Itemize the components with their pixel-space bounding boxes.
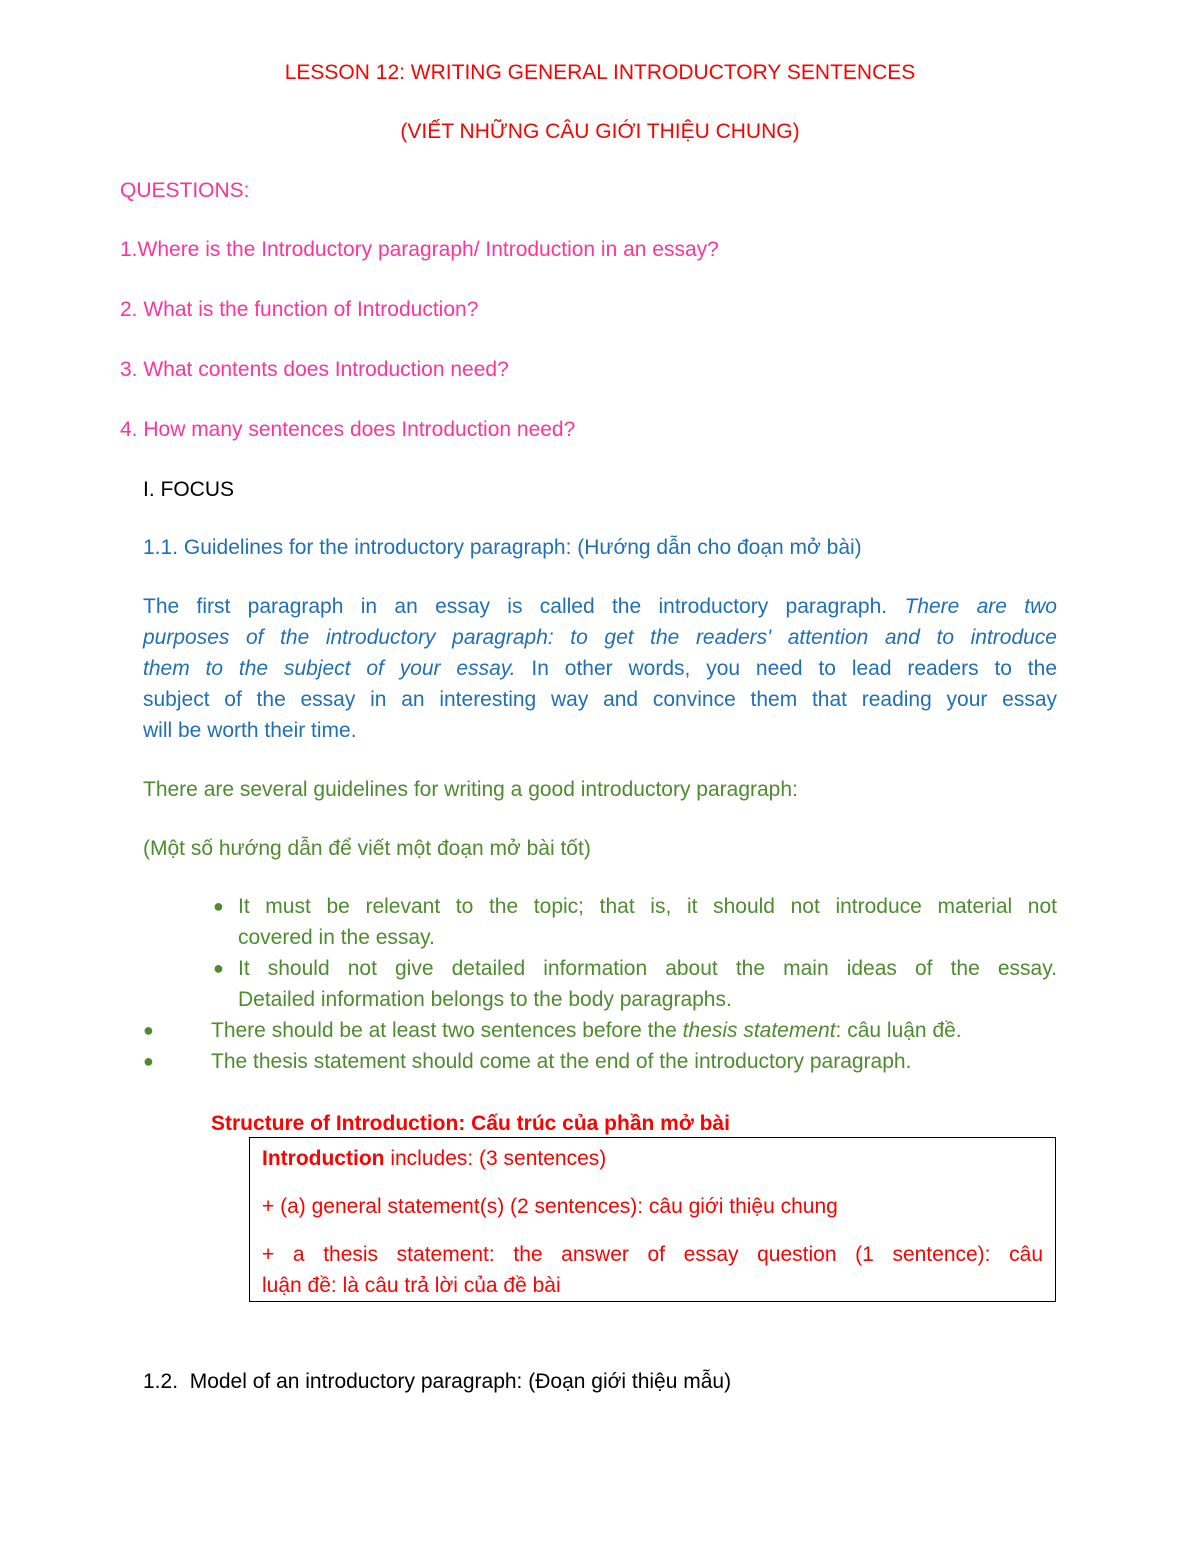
guidelines-intro: There are several guidelines for writing a good introductory paragraph: [143, 778, 798, 801]
bullet-1-line-2: covered in the essay. [238, 926, 435, 949]
lesson-title: LESSON 12: WRITING GENERAL INTRODUCTORY SENTENCES [284, 61, 916, 84]
section-1-2-heading: 1.2. Model of an introductory paragraph: (Đoạn giới thiệu mẫu) [143, 1370, 732, 1393]
structure-heading: Structure of Introduction: Cấu trúc của phần mở bài [211, 1112, 730, 1135]
box-line-1-text: includes: (3 sentences) [384, 1147, 607, 1170]
question-2: 2. What is the function of Introduction? [120, 298, 479, 321]
intro-para-text: The first paragraph in an essay is called the introductory paragraph. [143, 595, 888, 618]
intro-para-line-5: will be worth their time. [143, 719, 357, 742]
bullet-icon: ● [213, 958, 224, 978]
intro-para-italic: There are two [904, 595, 1057, 618]
intro-para-italic: purposes of the introductory paragraph: to get the readers' attention and to introduce [143, 626, 1057, 649]
box-line-3: + a thesis statement: the answer of essay question (1 sentence): câu [262, 1243, 1043, 1266]
bullet-3-italic: thesis statement [682, 1019, 836, 1042]
intro-para-line-2 [143, 622, 1057, 653]
bullet-icon: ● [143, 1051, 154, 1071]
questions-heading: QUESTIONS: [120, 179, 250, 202]
bullet-4: The thesis statement should come at the end of the introductory paragraph. [211, 1050, 912, 1073]
bullet-2-line-1: It should not give detailed information about the main ideas of the essay. [238, 957, 1057, 980]
box-line-2: + (a) general statement(s) (2 sentences): câu giới thiệu chung [262, 1195, 838, 1218]
bullet-3-text: There should be at least two sentences before the [211, 1019, 677, 1042]
bullet-2-line-2: Detailed information belongs to the body paragraphs. [238, 988, 732, 1011]
bullet-3-tail: : câu luận đề. [835, 1019, 962, 1042]
bullet-icon: ● [143, 1020, 154, 1040]
section-1-1-heading: 1.1. Guidelines for the introductory paragraph: (Hướng dẫn cho đoạn mở bài) [143, 536, 862, 559]
box-line-1-bold: Introduction [262, 1147, 385, 1170]
question-4: 4. How many sentences does Introduction need? [120, 418, 576, 441]
bullet-1-line-1: It must be relevant to the topic; that is, it should not introduce material not [238, 895, 1057, 918]
bullet-3 [211, 1015, 962, 1046]
bullet-icon: ● [213, 896, 224, 916]
intro-para-line-3 [143, 653, 1057, 684]
question-1: 1.Where is the Introductory paragraph/ Introduction in an essay? [120, 238, 719, 261]
box-line-4: luận đề: là câu trả lời của đề bài [262, 1274, 561, 1297]
intro-para-italic: them to the subject of your essay. [143, 657, 516, 680]
question-3: 3. What contents does Introduction need? [120, 358, 509, 381]
box-line-1 [262, 1143, 606, 1174]
intro-para-line-1 [143, 591, 1057, 622]
intro-para-text: In other words, you need to lead readers to the [531, 657, 1057, 680]
intro-para-line-4: subject of the essay in an interesting way and convince them that reading your essay [143, 688, 1057, 711]
guidelines-intro-vi: (Một số hướng dẫn để viết một đoạn mở bài tốt) [143, 837, 591, 860]
lesson-subtitle: (VIẾT NHỮNG CÂU GIỚI THIỆU CHUNG) [400, 120, 800, 143]
focus-heading: I. FOCUS [143, 478, 235, 501]
